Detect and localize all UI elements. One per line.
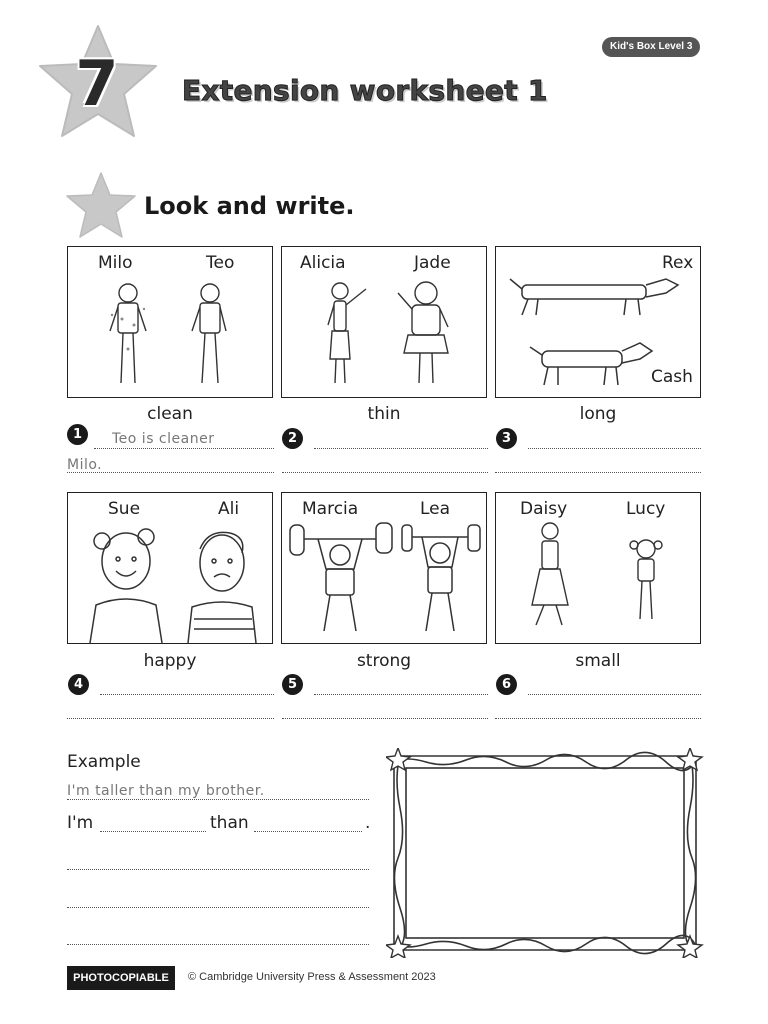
sentence-frame-middle: than	[210, 813, 249, 833]
name-label: Daisy	[520, 499, 568, 519]
name-label: Milo	[98, 253, 133, 273]
instruction: Look and write.	[144, 192, 355, 220]
question-number: 1	[67, 424, 88, 445]
picture-panel-6	[495, 492, 701, 644]
adjective-label: thin	[367, 404, 401, 424]
sentence-frame-start: I'm	[67, 813, 94, 833]
name-label: Rex	[662, 253, 694, 273]
blank-line[interactable]	[254, 831, 362, 832]
dogs-illustration	[506, 273, 692, 397]
level-badge: Kid's Box Level 3	[602, 37, 700, 57]
answer-line[interactable]	[314, 694, 488, 695]
answer-line[interactable]	[495, 472, 701, 473]
picture-panel-3	[495, 246, 701, 398]
photocopiable-badge: PHOTOCOPIABLE	[67, 966, 175, 990]
answer-line[interactable]	[282, 718, 488, 719]
decorative-frame-icon	[386, 748, 704, 958]
writing-line[interactable]	[67, 869, 369, 870]
picture-panel-4	[67, 492, 273, 644]
copyright-text: © Cambridge University Press & Assessment 2023	[188, 971, 436, 983]
writing-line[interactable]	[67, 907, 369, 908]
name-label: Lea	[420, 499, 451, 519]
children-faces-illustration	[82, 523, 262, 643]
picture-panel-5	[281, 492, 487, 644]
adjective-label: happy	[143, 651, 197, 671]
answer-line[interactable]	[528, 448, 701, 449]
adjective-label: long	[579, 404, 617, 424]
example-answer-line2: Milo.	[67, 457, 103, 473]
picture-panel-1	[67, 246, 273, 398]
question-number: 5	[282, 674, 303, 695]
adjective-label: small	[575, 651, 621, 671]
picture-panel-2	[281, 246, 487, 398]
name-label: Sue	[108, 499, 141, 519]
question-number: 2	[282, 428, 303, 449]
name-label: Teo	[206, 253, 235, 273]
adjective-label: strong	[356, 651, 412, 671]
girls-illustration	[520, 521, 680, 635]
answer-line[interactable]	[528, 694, 701, 695]
name-label: Cash	[651, 367, 693, 387]
answer-line[interactable]	[282, 472, 488, 473]
example-label: Example	[67, 752, 141, 772]
answer-line[interactable]	[495, 718, 701, 719]
name-label: Lucy	[626, 499, 666, 519]
girl-figures-illustration	[310, 279, 470, 391]
question-number: 3	[496, 428, 517, 449]
sentence-frame-end: .	[365, 813, 371, 833]
answer-line[interactable]	[67, 472, 274, 473]
writing-line[interactable]	[67, 944, 369, 945]
answer-line[interactable]	[100, 694, 274, 695]
answer-line[interactable]	[67, 718, 274, 719]
name-label: Alicia	[300, 253, 346, 273]
unit-number: 7	[75, 47, 119, 120]
weightlifters-illustration	[286, 519, 484, 643]
question-number: 4	[68, 674, 89, 695]
page-title: Extension worksheet 1	[182, 74, 548, 107]
name-label: Ali	[218, 499, 240, 519]
name-label: Jade	[414, 253, 451, 273]
boy-figures-illustration	[98, 279, 248, 391]
answer-line[interactable]	[94, 448, 274, 449]
example-line	[67, 799, 369, 800]
small-star-icon	[64, 170, 138, 240]
question-number: 6	[496, 674, 517, 695]
example-sentence: I'm taller than my brother.	[67, 783, 265, 799]
example-answer-line1: Teo is cleaner	[112, 431, 215, 447]
answer-line[interactable]	[314, 448, 488, 449]
adjective-label: clean	[147, 404, 193, 424]
blank-line[interactable]	[100, 831, 206, 832]
name-label: Marcia	[302, 499, 359, 519]
